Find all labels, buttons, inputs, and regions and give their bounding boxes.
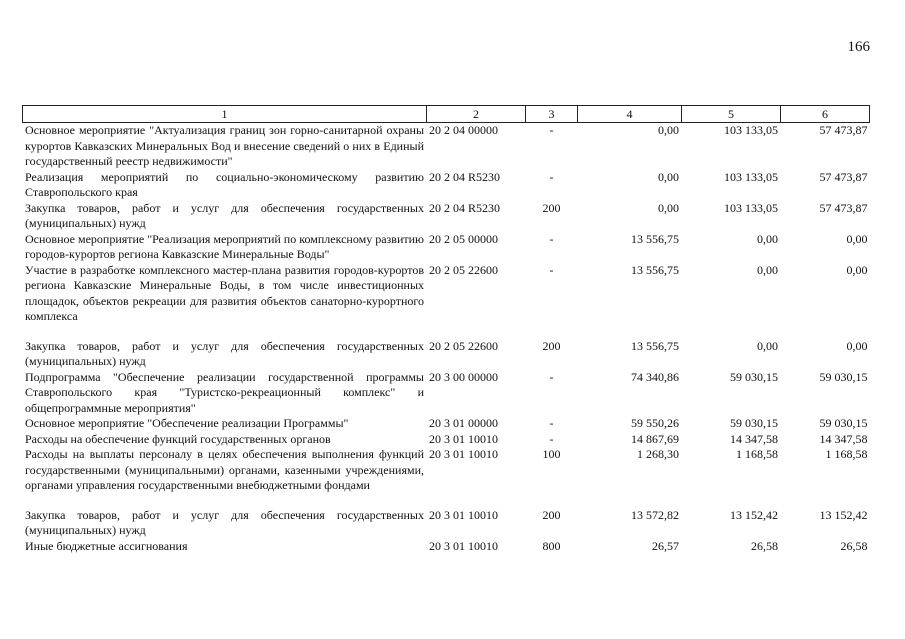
- row-description: Участие в разработке комплексного мастер-плана развития городов-курортов региона Кавказские Минеральные Воды, в том числе инвестиционных площадок, объектов рекреации для развития объектов санаторно-курортного комплекса: [25, 262, 424, 323]
- row-value-col6: 13 152,42: [819, 507, 868, 522]
- budget-table: [22, 105, 870, 554]
- row-description: Реализация мероприятий по социально-экономическому развитию Ставропольского края: [25, 169, 424, 199]
- row-value-col6: 1 168,58: [825, 447, 868, 461]
- table-row: [23, 201, 870, 232]
- row-code: 20 2 04 00000: [429, 123, 498, 137]
- table-header-row: [23, 106, 870, 123]
- row-description: Закупка товаров, работ и услуг для обеспечения государственных (муниципальных) нужд: [25, 200, 424, 230]
- table-row: [23, 339, 870, 370]
- table-row: [23, 432, 870, 448]
- row-value-col6: 0,00: [846, 262, 868, 277]
- row-expense-type: -: [549, 416, 554, 430]
- row-value-col4: 13 556,75: [631, 338, 679, 353]
- row-value-col5: 0,00: [757, 338, 778, 353]
- row-value-col5: 0,00: [757, 262, 778, 277]
- row-code: 20 2 05 22600: [429, 262, 498, 277]
- row-code: 20 3 01 10010: [429, 507, 498, 522]
- row-expense-type: -: [549, 369, 554, 384]
- page-number: 166: [847, 39, 870, 55]
- row-code: 20 3 00 00000: [429, 369, 498, 384]
- row-value-col6: 26,58: [840, 538, 868, 553]
- row-value-col6: 0,00: [846, 338, 868, 353]
- row-value-col6: 57 473,87: [819, 169, 868, 184]
- row-value-col5: 103 133,05: [724, 123, 778, 137]
- table-row: [23, 263, 870, 339]
- row-value-col6: 59 030,15: [819, 416, 868, 430]
- column-header: 6: [781, 106, 870, 123]
- row-value-col4: 1 268,30: [637, 447, 679, 461]
- row-code: 20 3 01 10010: [429, 431, 498, 446]
- row-value-col5: 26,58: [751, 538, 778, 553]
- row-description: Основное мероприятие "Обеспечение реализации Программы": [25, 416, 349, 430]
- column-header: 3: [526, 106, 578, 123]
- row-expense-type: 200: [542, 338, 561, 353]
- row-value-col5: 59 030,15: [730, 369, 778, 384]
- table-row: [23, 539, 870, 555]
- row-code: 20 3 01 00000: [429, 416, 498, 430]
- row-value-col4: 74 340,86: [631, 369, 679, 384]
- row-value-col4: 13 572,82: [631, 507, 679, 522]
- table-row: [23, 123, 870, 170]
- row-value-col6: 57 473,87: [819, 200, 868, 215]
- row-expense-type: -: [549, 169, 554, 184]
- row-description: Подпрограмма "Обеспечение реализации государственной программы Ставропольского края "Туристско-рекреационный комплекс" и общепрограммные мероприятия": [25, 369, 424, 415]
- row-expense-type: -: [549, 431, 554, 446]
- row-value-col4: 26,57: [652, 538, 679, 553]
- row-expense-type: 800: [542, 538, 561, 553]
- row-code: 20 2 04 R5230: [429, 200, 501, 215]
- row-value-col4: 13 556,75: [631, 262, 679, 277]
- row-code: 20 3 01 10010: [429, 447, 498, 461]
- row-value-col5: 103 133,05: [724, 169, 778, 184]
- table-row: [23, 508, 870, 539]
- column-header: 4: [578, 106, 682, 123]
- row-expense-type: 200: [542, 200, 561, 215]
- row-value-col5: 13 152,42: [730, 507, 778, 522]
- column-header: 1: [23, 106, 427, 123]
- row-value-col4: 59 550,26: [631, 416, 679, 430]
- table-row: [23, 447, 870, 508]
- row-code: 20 2 05 22600: [429, 338, 498, 353]
- row-code: 20 2 05 00000: [429, 231, 498, 246]
- row-description: Закупка товаров, работ и услуг для обеспечения государственных (муниципальных) нужд: [25, 507, 424, 537]
- row-description: Закупка товаров, работ и услуг для обеспечения государственных (муниципальных) нужд: [25, 338, 424, 368]
- table-row: [23, 170, 870, 201]
- row-value-col5: 14 347,58: [730, 431, 778, 446]
- row-value-col5: 0,00: [757, 231, 778, 246]
- row-description: Расходы на обеспечение функций государственных органов: [25, 431, 331, 446]
- row-value-col4: 0,00: [658, 169, 679, 184]
- row-value-col6: 14 347,58: [819, 431, 868, 446]
- table-row: [23, 232, 870, 263]
- row-value-col6: 59 030,15: [819, 369, 868, 384]
- column-header: 5: [682, 106, 781, 123]
- row-value-col6: 0,00: [846, 231, 868, 246]
- row-expense-type: -: [549, 262, 554, 277]
- row-expense-type: -: [549, 231, 554, 246]
- row-expense-type: 100: [542, 447, 561, 461]
- table-row: [23, 416, 870, 432]
- row-value-col4: 0,00: [658, 200, 679, 215]
- column-header: 2: [427, 106, 526, 123]
- row-description: Основное мероприятие "Реализация мероприятий по комплексному развитию городов-курортов региона Кавказские Минеральные Воды": [25, 231, 424, 261]
- row-value-col4: 13 556,75: [631, 231, 679, 246]
- row-expense-type: -: [549, 123, 554, 137]
- row-value-col6: 57 473,87: [819, 123, 868, 137]
- row-description: Иные бюджетные ассигнования: [25, 538, 188, 553]
- row-expense-type: 200: [542, 507, 561, 522]
- row-code: 20 2 04 R5230: [429, 169, 501, 184]
- table-row: [23, 370, 870, 417]
- row-value-col5: 1 168,58: [736, 447, 778, 461]
- row-value-col5: 59 030,15: [730, 416, 778, 430]
- row-code: 20 3 01 10010: [429, 538, 498, 553]
- row-description: Расходы на выплаты персоналу в целях обеспечения выполнения функций государственными (муниципальными) органами, казенными учреждениями, органами управления государственными внебюджетными фондами: [25, 447, 424, 492]
- row-description: Основное мероприятие "Актуализация границ зон горно-санитарной охраны курортов Кавказских Минеральных Вод и внесение сведений о них в Единый государственный реестр недвижимости": [25, 123, 424, 168]
- row-value-col4: 0,00: [658, 123, 679, 137]
- row-value-col5: 103 133,05: [724, 200, 778, 215]
- row-value-col4: 14 867,69: [631, 431, 679, 446]
